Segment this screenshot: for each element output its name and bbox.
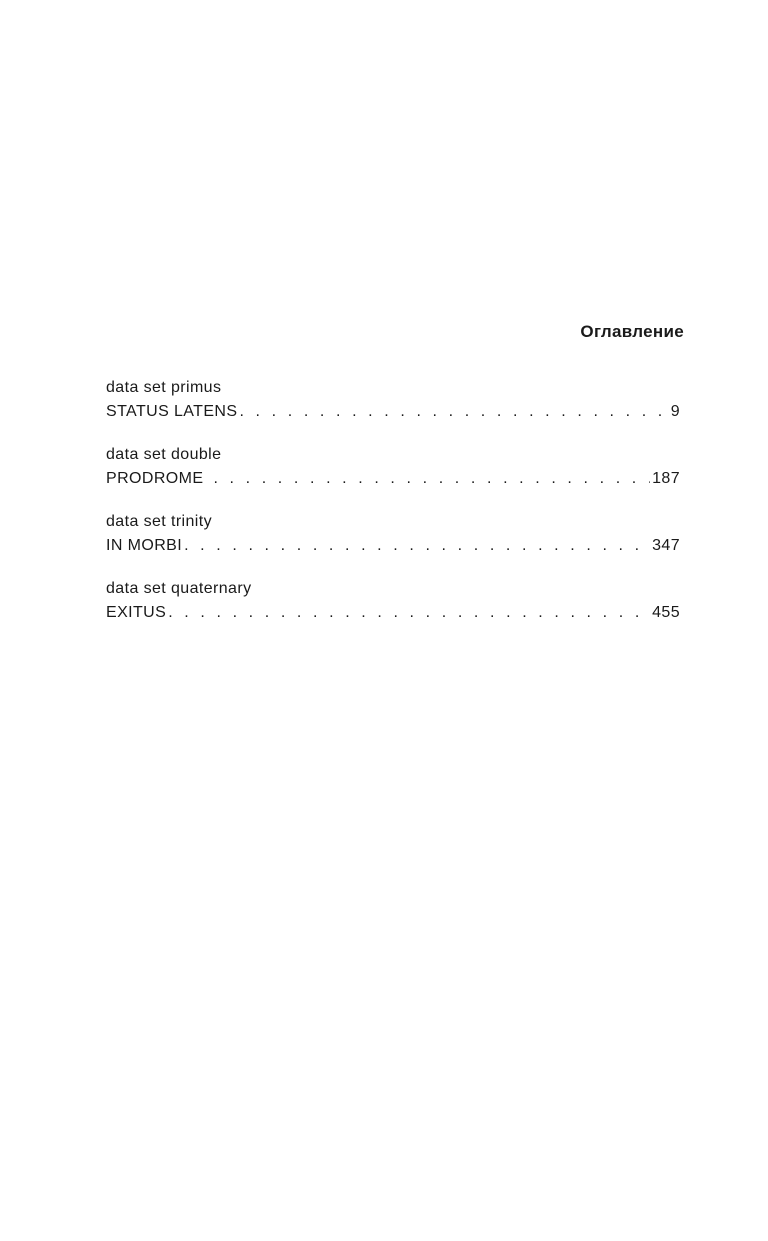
entry-name: PRODROME xyxy=(106,470,204,487)
toc-entry-4[interactable] xyxy=(106,577,680,625)
entry-line xyxy=(106,467,680,491)
dot-leader xyxy=(239,400,668,424)
dot-leader xyxy=(184,534,650,558)
entry-page-number: 347 xyxy=(652,537,680,554)
toc-entry-3[interactable] xyxy=(106,510,680,558)
entry-page-number: 187 xyxy=(652,470,680,487)
entry-name: EXITUS xyxy=(106,604,167,621)
toc-entry-1[interactable] xyxy=(106,376,680,424)
toc-title: Оглавление xyxy=(580,322,684,341)
entry-line xyxy=(106,400,680,424)
entry-page-number: 455 xyxy=(652,604,680,621)
entry-subtitle: data set double xyxy=(106,446,222,463)
entry-name: IN MORBI xyxy=(106,537,183,554)
entry-subtitle: data set primus xyxy=(106,379,222,396)
entry-subtitle: data set trinity xyxy=(106,513,213,530)
table-of-contents xyxy=(106,318,684,644)
entry-line xyxy=(106,601,680,625)
entry-line xyxy=(106,534,680,558)
entry-subtitle: data set quaternary xyxy=(106,580,252,597)
dot-leader xyxy=(213,467,650,491)
entry-name: STATUS LATENS xyxy=(106,403,238,420)
entry-page-number: 9 xyxy=(670,403,680,420)
dot-leader xyxy=(168,601,650,625)
toc-entry-2[interactable] xyxy=(106,443,680,491)
